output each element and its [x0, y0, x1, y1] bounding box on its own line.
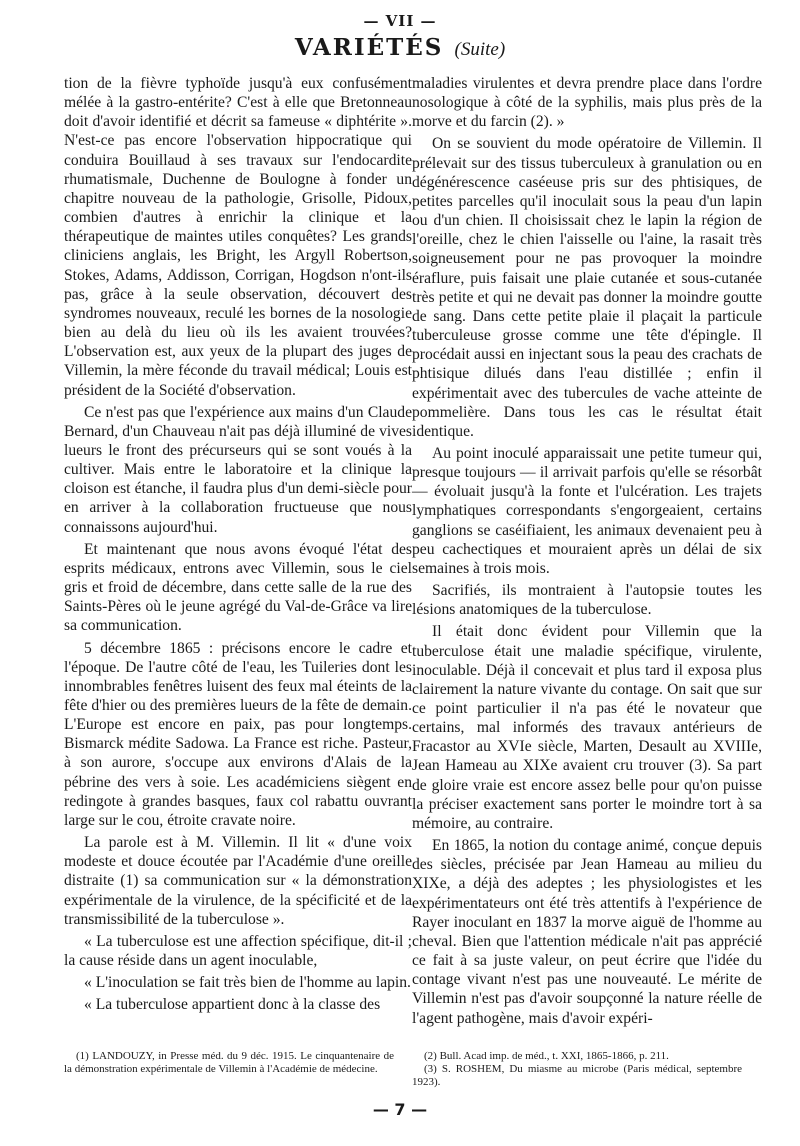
title-subtitle: (Suite)	[454, 39, 506, 60]
paragraph: 5 décembre 1865 : précisons encore le cadre et l'époque. De l'autre côté de l'eau, les Tuileries dont les innombrables fenêtres luisent des feux mal éteints de la fête d'hier ou des premières lueurs de la fête de demain. L'Europe est encore en paix, pas pour longtemps. Bismarck médite Sadowa. La France est riche. Pasteur, à son aurore, s'occupe aux environs d'Alais de la pébrine des vers à soie. Les académiciens siègent en redingote à grandes basques, faux col rabattu ouvrant large sur le cou, étroite cravate noire.	[64, 639, 412, 829]
footnote: (2) Bull. Acad imp. de méd., t. XXI, 1865-1866, p. 211.	[424, 1050, 669, 1062]
paragraph: Et maintenant que nous avons évoqué l'état des esprits médicaux, entrons avec Villemin, sous le ciel gris et froid de décembre, dans cette salle de la rue des Saints-Pères où le jeune agrégé du Val-de-Grâce va lire sa communication.	[64, 540, 412, 635]
footnotes-left	[64, 1050, 394, 1076]
left-column	[64, 74, 412, 1015]
paragraph: tion de la fièvre typhoïde jusqu'à eux confusément mélée à la gastro-entérite? C'est à elle que Bretonneau doit d'avoir identifié et décrit sa fameuse « diphtérite ». N'est-ce pas encore l'observation hippocratique qui conduira Bouillaud à ses travaux sur l'endocardite rhumatismale, Duchenne de Boulogne à fonder un chapitre nouveau de la pathologie, Grisolle, Pidoux, combien d'autres à enrichir la clinique et la thérapeutique de maintes utiles conquêtes? Les grands cliniciens anglais, les Bright, les Argyll Robertson, Stokes, Adams, Addisson, Corrigan, Hogdson n'ont-ils pas, grâce à la seule observation, découvert des syndromes nouveaux, reculé les bornes de la nosologie bien au delà du lieu où ils les avaient trouvées? L'observation est, aux yeux de la plupart des juges de Villemin, la mère féconde du travail médical; Louis est président de la Société d'observation.	[64, 75, 412, 399]
paragraph: Sacrifiés, ils montraient à l'autopsie toutes les lésions anatomiques de la tuberculose.	[412, 582, 762, 619]
right-column	[412, 74, 762, 1028]
section-title	[0, 34, 800, 61]
page-number: — 7 —	[372, 1100, 428, 1119]
paragraph: La parole est à M. Villemin. Il lit « d'une voix modeste et douce écoutée par l'Académie d'une oreille distraite (1) sa communication sur « la démonstration expérimentale de la virulence, de la spécificité et de la transmissibilité de la tuberculose ».	[64, 834, 412, 928]
paragraph: Il était donc évident pour Villemin que la tuberculose était une maladie spécifique, virulente, inoculable. Déjà il concevait et plus tard il exposa plus clairement la nature vivante du contage. On sait que sur ce point particulier il n'a pas été le novateur que certains, mal informés des travaux antérieurs de Fracastor au XVIe siècle, Marten, Desault au XVIIIe, Jean Hameau au XIXe avaient cru trouver (3). Sa part de gloire vraie est encore assez belle pour qu'on puisse la préciser exactement sans porter le moindre tort à sa mémoire, au contraire.	[412, 623, 762, 832]
title-main: VARIÉTÉS	[294, 34, 444, 61]
footnotes-right	[412, 1050, 742, 1089]
paragraph: Au point inoculé apparaissait une petite tumeur qui, presque toujours — il arrivait parfois qu'elle se résorbât — évoluait jusqu'à la fonte et l'ulcération. Les trajets lymphatiques correspondants s'engorgeaient, certains ganglions se caséifiaient, les animaux devenaient peu à peu cachectiques et mouraient après un délai de six semaines à trois mois.	[412, 444, 762, 577]
paragraph: Ce n'est pas que l'expérience aux mains d'un Claude Bernard, d'un Chauveau n'ait pas déjà illuminé de vives lueurs le front des précurseurs qui se sont voués à la cultiver. Mais entre le laboratoire et la clinique la cloison est étanche, il faudra plus d'un demi-siècle pour en arriver à la collaboration fructueuse que nous connaissons aujourd'hui.	[64, 403, 412, 536]
paragraph: « La tuberculose appartient donc à la classe des	[84, 996, 381, 1014]
paragraph: En 1865, la notion du contage animé, conçue depuis des siècles, précisée par Jean Hameau au milieu du XIXe, a déjà des adeptes ; les physiologistes et les expérimentateurs ont été très attentifs à l'expérience de Rayer inoculant en 1837 la morve aiguë de l'homme au cheval. Bien que l'attention médicale n'ait pas apprécié ce fait à sa juste valeur, on peut écrire que l'idée du contage vivant n'est pas une nouveauté. Le mérite de Villemin n'est pas d'avoir soupçonné la nature réelle de l'agent pathogène, mais d'avoir expéri-	[412, 837, 762, 1027]
paragraph: On se souvient du mode opératoire de Villemin. Il prélevait sur des tissus tuberculeux à granulation ou en dégénérescence caséeuse pris sur des phtisiques, de petites parcelles qu'il inoculait sous la peau d'un lapin ou d'un chien. Il choisissait chez le lapin la région de l'oreille, chez le chien l'aisselle ou l'aine, la rasait très soigneusement pour ne pas provoquer la moindre éraflure, puis faisait une plaie cutanée et sous-cutanée très petite et qui ne devait pas donner la moindre goutte de sang. Dans cette petite plaie il plaçait la particule tuberculeuse grosse comme une tête d'épingle. Il procédait aussi en injectant sous la peau des crachats de phtisique dilués dans l'eau distillée ; enfin il expérimentait avec des tubercules de vache atteinte de pommelière. Dans tous les cas le résultat était identique.	[412, 135, 762, 440]
footnote: (3) S. ROSHEM, Du miasme au microbe (Paris médical, septembre 1923).	[412, 1063, 742, 1088]
paragraph: « L'inoculation se fait très bien de l'homme au lapin.	[84, 974, 411, 992]
footnote: (1) LANDOUZY, in Presse méd. du 9 déc. 1915. Le cinquantenaire de la démonstration expérimentale de Villemin à l'Académie de médecine.	[64, 1050, 394, 1075]
paragraph: « La tuberculose est une affection spécifique, dit-il ; la cause réside dans un agent inoculable,	[64, 932, 412, 970]
paragraph: maladies virulentes et devra prendre place dans l'ordre nosologique à côté de la syphilis, mais plus près de la morve et du farcin (2). »	[412, 75, 762, 131]
roman-page-number: — VII —	[363, 12, 437, 30]
